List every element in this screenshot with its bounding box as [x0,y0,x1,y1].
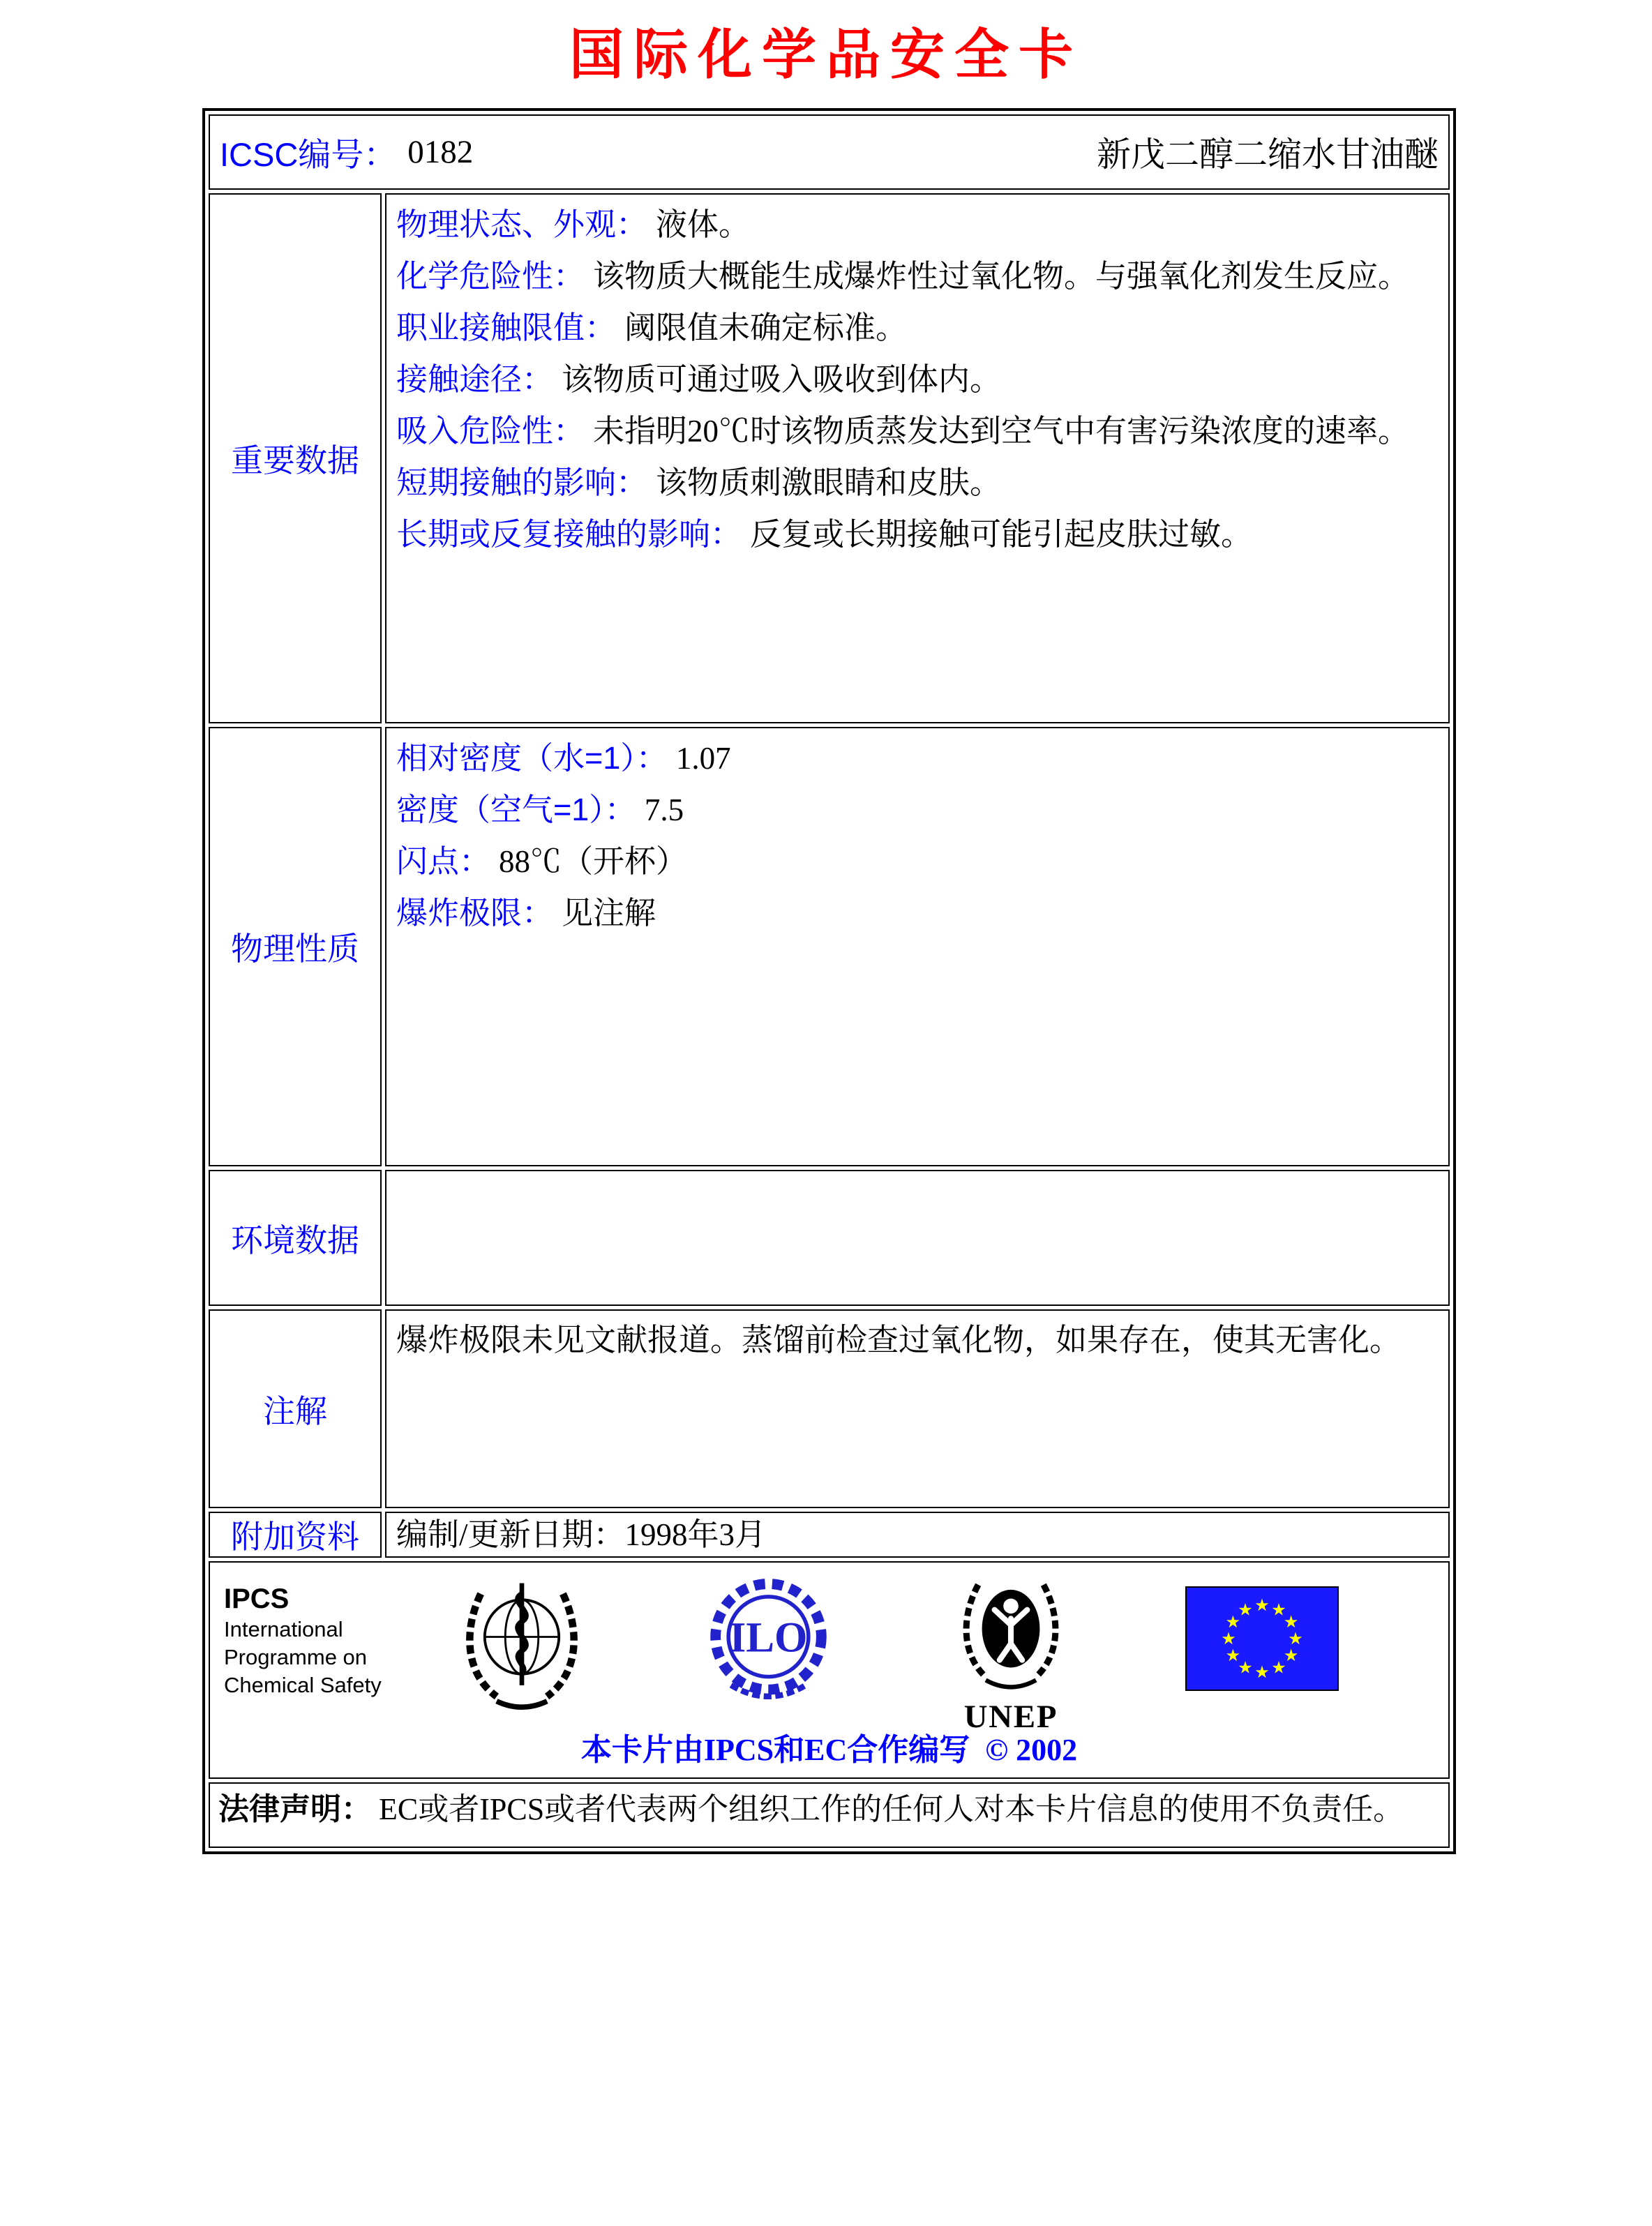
legal-label: 法律声明： [218,1792,372,1826]
notes-text: 爆炸极限未见文献报道。蒸馏前检查过氧化物，如果存在，使其无害化。 [396,1323,1402,1358]
environmental-data-content [385,1170,1450,1306]
ipcs-line-3: Chemical Safety [224,1673,382,1697]
field-line [396,354,1439,405]
field-label: 密度（空气=1）： [396,792,636,827]
svg-text:★: ★ [1254,1595,1270,1615]
field-value: 该物质刺激眼睛和皮肤。 [656,465,1002,500]
field-label: 吸入危险性： [396,413,585,449]
field-value: 阈限值未确定标准。 [624,310,908,345]
field-value: 液体。 [656,207,751,242]
field-value: 88℃（开杯） [499,844,688,879]
svg-text:★: ★ [1225,1612,1241,1632]
icsc-card-table [202,108,1456,1854]
physical-properties-section-label: 物理性质 [209,727,382,1166]
notes-section-label: 注解 [209,1309,382,1508]
header-cell [209,114,1450,190]
ipcs-text-block [224,1582,382,1699]
field-line [396,836,1439,887]
notes-row [209,1309,1450,1508]
field-line [396,199,1439,250]
field-line [396,457,1439,509]
svg-text:★: ★ [1254,1662,1270,1682]
important-data-content [385,193,1450,723]
additional-info-section-label: 附加资料 [209,1512,382,1558]
legal-text: EC或者IPCS或者代表两个组织工作的任何人对本卡片信息的使用不负责任。 [379,1792,1404,1826]
additional-info-content: 编制/更新日期：1998年3月 [385,1512,1450,1558]
svg-text:★: ★ [1288,1629,1303,1648]
legal-row [209,1782,1450,1848]
field-label: 短期接触的影响： [396,465,648,500]
caption-year: © 2002 [985,1733,1078,1767]
svg-text:★: ★ [1225,1646,1241,1665]
field-line [396,405,1439,457]
environmental-data-section-label: 环境数据 [209,1170,382,1306]
field-value: 该物质可通过吸入吸收到体内。 [562,362,1002,397]
chemical-name: 新戊二醇二缩水甘油醚 [1096,135,1439,174]
unep-logo-icon [948,1570,1074,1744]
field-label: 闪点： [396,843,491,879]
field-line [396,887,1439,939]
eu-flag-icon [1185,1586,1339,1694]
svg-text:★: ★ [1238,1657,1253,1678]
svg-text:★: ★ [1221,1629,1236,1648]
environmental-data-row [209,1170,1450,1306]
svg-text:★: ★ [1283,1612,1299,1632]
logos-cell [209,1561,1450,1779]
field-value: 1.07 [675,741,731,776]
field-line [396,509,1439,560]
svg-text:★: ★ [1271,1600,1286,1620]
logos-row [209,1561,1450,1779]
ipcs-acronym: IPCS [224,1584,290,1614]
additional-info-row [209,1512,1450,1558]
icsc-number-label: ICSC编号： [220,135,397,173]
icsc-number-group [220,129,473,176]
field-value: 见注解 [562,896,656,931]
physical-properties-row [209,727,1450,1166]
field-line [396,250,1439,302]
ipcs-line-1: International [224,1617,343,1641]
header-row [209,114,1450,190]
field-label: 长期或反复接触的影响： [396,516,742,552]
legal-cell [209,1782,1450,1848]
important-data-section-label: 重要数据 [209,193,382,723]
field-value: 该物质大概能生成爆炸性过氧化物。与强氧化剂发生反应。 [593,259,1410,294]
field-value: 反复或长期接触可能引起皮肤过敏。 [750,517,1253,552]
svg-text:★: ★ [1271,1657,1286,1678]
field-label: 化学危险性： [396,258,585,294]
page-title: 国际化学品安全卡 [569,24,1083,85]
field-line [396,784,1439,836]
svg-text:★: ★ [1238,1600,1253,1620]
field-line [396,732,1439,784]
field-label: 相对密度（水=1）： [396,740,668,776]
svg-text:ILO: ILO [729,1614,808,1662]
notes-content [385,1309,1450,1508]
field-label: 接触途径： [396,361,554,397]
field-value: 未指明20℃时该物质蒸发达到空气中有害污染浓度的速率。 [593,414,1410,449]
field-label: 物理状态、外观： [396,206,648,242]
icsc-number-value: 0182 [407,134,474,170]
field-label: 职业接触限值： [396,310,617,345]
unep-label: UNEP [963,1699,1058,1735]
ilo-logo-icon [704,1575,833,1715]
who-logo-icon [456,1574,588,1717]
svg-text:★: ★ [1283,1646,1299,1665]
caption-text: 本卡片由IPCS和EC合作编写 [580,1733,970,1767]
ipcs-line-2: Programme on [224,1645,368,1669]
footer-caption [210,1724,1448,1769]
field-value: 7.5 [644,792,684,827]
field-line [396,302,1439,354]
physical-properties-content [385,727,1450,1166]
important-data-row [209,193,1450,723]
field-label: 爆炸极限： [396,895,554,931]
